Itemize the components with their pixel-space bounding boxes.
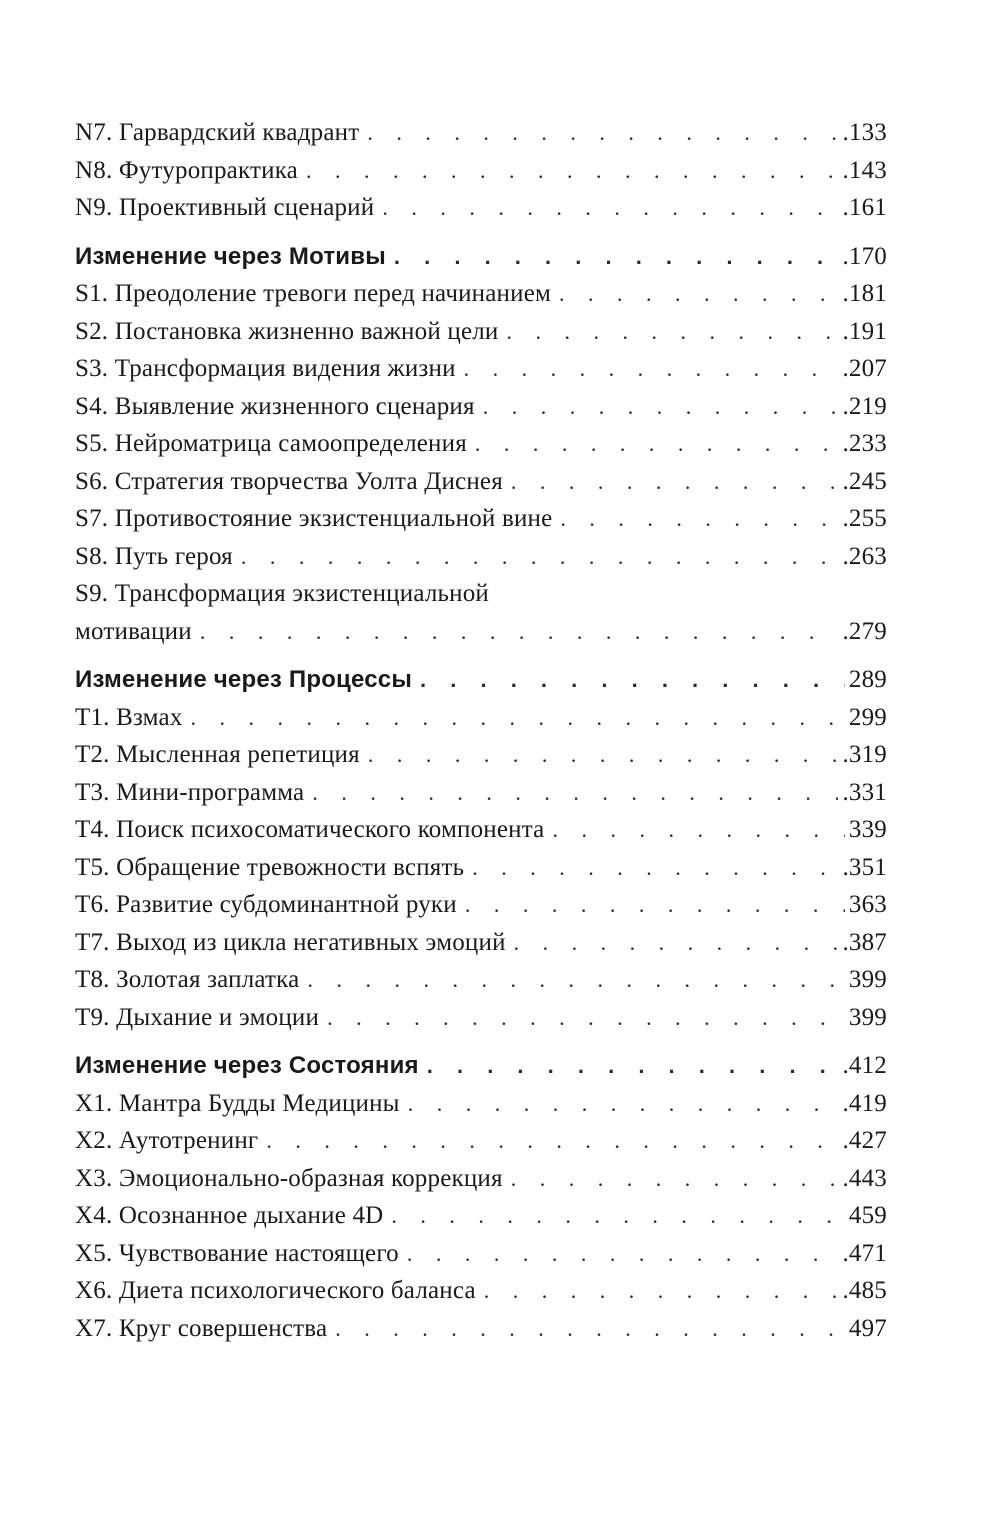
toc-entry-page: .485 [842,1277,887,1304]
toc-entry-title: X5. Чувствование настоящего [75,1239,399,1267]
toc-entry-title: S5. Нейроматрица самоопределения [75,430,467,457]
dot-leader [241,538,839,576]
toc-entry-title: T8. Золотая заплатка [75,966,300,993]
toc-entry-title: T9. Дыхание и эмоции [75,1003,320,1031]
toc-entry-title: X6. Диета психологического баланса [75,1277,476,1304]
dot-leader [464,350,839,388]
toc-entry [75,999,887,1037]
toc-entry-title: S1. Преодоление тревоги перед начинанием [75,280,552,307]
toc-entry [75,114,887,152]
toc-entry-page: .387 [842,928,887,956]
toc-entry-page: .419 [842,1089,887,1117]
toc-section-heading [75,238,887,276]
dot-leader [191,699,845,737]
toc-entry [75,1122,887,1160]
toc-entry-title: X7. Круг совершенства [75,1314,328,1342]
toc-entry-title: T4. Поиск психосоматического компонента [75,816,545,843]
dot-leader [484,1272,839,1310]
table-of-contents [75,114,887,1347]
toc-entry-title: X2. Аутотренинг [75,1127,259,1154]
dot-leader [552,811,844,849]
toc-section-heading [75,1047,887,1085]
toc-entry-page: .161 [842,194,887,221]
toc-entry-page: 459 [848,1202,887,1229]
toc-entry [75,538,887,576]
dot-leader [368,736,839,774]
dot-leader [559,275,838,313]
toc-entry [75,1160,887,1198]
toc-entry-title: S7. Противостояние экзистенциальной вине [75,505,553,532]
toc-entry-title-continuation: мотивации [75,617,192,645]
toc-entry-page: .133 [842,119,887,146]
dot-leader [483,388,839,426]
toc-entry-title: S8. Путь героя [75,542,233,570]
dot-leader [266,1122,838,1160]
dot-leader [307,961,844,999]
toc-entry-page: .181 [842,280,887,307]
toc-entry-title: T1. Взмах [75,703,183,731]
dot-leader [327,999,845,1037]
toc-entry [75,1085,887,1123]
toc-entry [75,961,887,999]
toc-entry-page: .207 [842,355,887,382]
toc-entry-page: 399 [848,966,887,993]
dot-leader [408,1085,839,1123]
toc-entry-title: T2. Мысленная репетиция [75,741,360,768]
toc-entry-title: S9. Трансформация экзистенциальной [75,580,489,607]
dot-leader [200,613,839,651]
toc-entry [75,350,887,388]
toc-entry-page: 363 [848,891,887,918]
dot-leader [465,886,845,924]
toc-entry-page: .331 [842,778,887,806]
toc-entry-title: X3. Эмоционально-образная коррекция [75,1164,503,1192]
toc-entry-page: .427 [842,1127,887,1154]
toc-entry [75,463,887,501]
toc-entry [75,152,887,190]
toc-entry [75,699,887,737]
toc-entry [75,736,887,774]
dot-leader [475,425,839,463]
toc-entry-title: T6. Развитие субдоминантной руки [75,891,457,918]
toc-entry [75,425,887,463]
toc-entry-page: .255 [842,505,887,532]
toc-entry [75,388,887,426]
dot-leader [511,463,839,501]
toc-section-title: Изменение через Мотивы [75,242,386,270]
dot-leader [407,1235,839,1273]
toc-entry-title: T5. Обращение тревожности вспять [75,853,465,881]
dot-leader [472,849,838,887]
toc-entry-title: N7. Гарвардский квадрант [75,119,360,146]
toc-entry-title: S4. Выявление жизненного сценария [75,392,475,420]
toc-entry-page: .471 [842,1239,887,1267]
toc-entry-title: S3. Трансформация видения жизни [75,355,456,382]
toc-entry-page: 399 [848,1003,887,1031]
toc-entry-title: S2. Постановка жизненно важной цели [75,317,499,345]
dot-leader [514,924,839,962]
toc-section-title: Изменение через Процессы [75,666,413,693]
dot-leader [306,152,838,190]
dot-leader [394,238,839,276]
dot-leader [427,1047,839,1085]
toc-entry [75,811,887,849]
toc-entry [75,1272,887,1310]
toc-entry-page: .263 [842,542,887,570]
toc-section-heading [75,661,887,699]
toc-entry [75,189,887,227]
toc-entry-page: .191 [842,317,887,345]
dot-leader [511,1160,839,1198]
toc-entry [75,886,887,924]
toc-entry-page: 299 [848,703,887,731]
toc-entry-page: 289 [848,666,887,693]
toc-entry [75,1235,887,1273]
toc-entry [75,575,887,613]
dot-leader [560,500,838,538]
toc-entry-page: .233 [842,430,887,457]
toc-entry-continuation [75,613,887,651]
toc-entry [75,774,887,812]
toc-entry-page: 497 [848,1314,887,1342]
toc-entry-page: .351 [842,853,887,881]
toc-entry [75,313,887,351]
toc-entry-title: X4. Осознанное дыхание 4D [75,1202,384,1229]
toc-entry-title: S6. Стратегия творчества Уолта Диснея [75,467,503,495]
toc-entry-title: X1. Мантра Будды Медицины [75,1089,400,1117]
toc-entry-title: T7. Выход из цикла негативных эмоций [75,928,506,956]
dot-leader [382,189,838,227]
toc-entry-page: .219 [842,392,887,420]
dot-leader [507,313,839,351]
toc-section-title: Изменение через Состояния [75,1052,419,1079]
toc-entry [75,849,887,887]
toc-entry [75,1197,887,1235]
toc-entry [75,924,887,962]
dot-leader [335,1310,845,1348]
toc-entry-page: .279 [842,617,887,645]
toc-entry-page: .319 [842,741,887,768]
toc-entry-title: N9. Проективный сценарий [75,194,375,221]
toc-entry [75,500,887,538]
dot-leader [367,114,838,152]
toc-entry-page: 339 [848,816,887,843]
dot-leader [420,661,845,699]
dot-leader [312,774,838,812]
toc-entry [75,1310,887,1348]
toc-entry-page: .143 [842,156,887,184]
toc-entry-page: .170 [842,242,887,270]
toc-entry-page: .245 [842,467,887,495]
dot-leader [391,1197,844,1235]
toc-entry-page: .412 [842,1052,887,1079]
toc-entry-title: T3. Мини-программа [75,778,305,806]
toc-entry-title: N8. Футуропрактика [75,156,298,184]
toc-entry-page: .443 [842,1164,887,1192]
toc-entry [75,275,887,313]
